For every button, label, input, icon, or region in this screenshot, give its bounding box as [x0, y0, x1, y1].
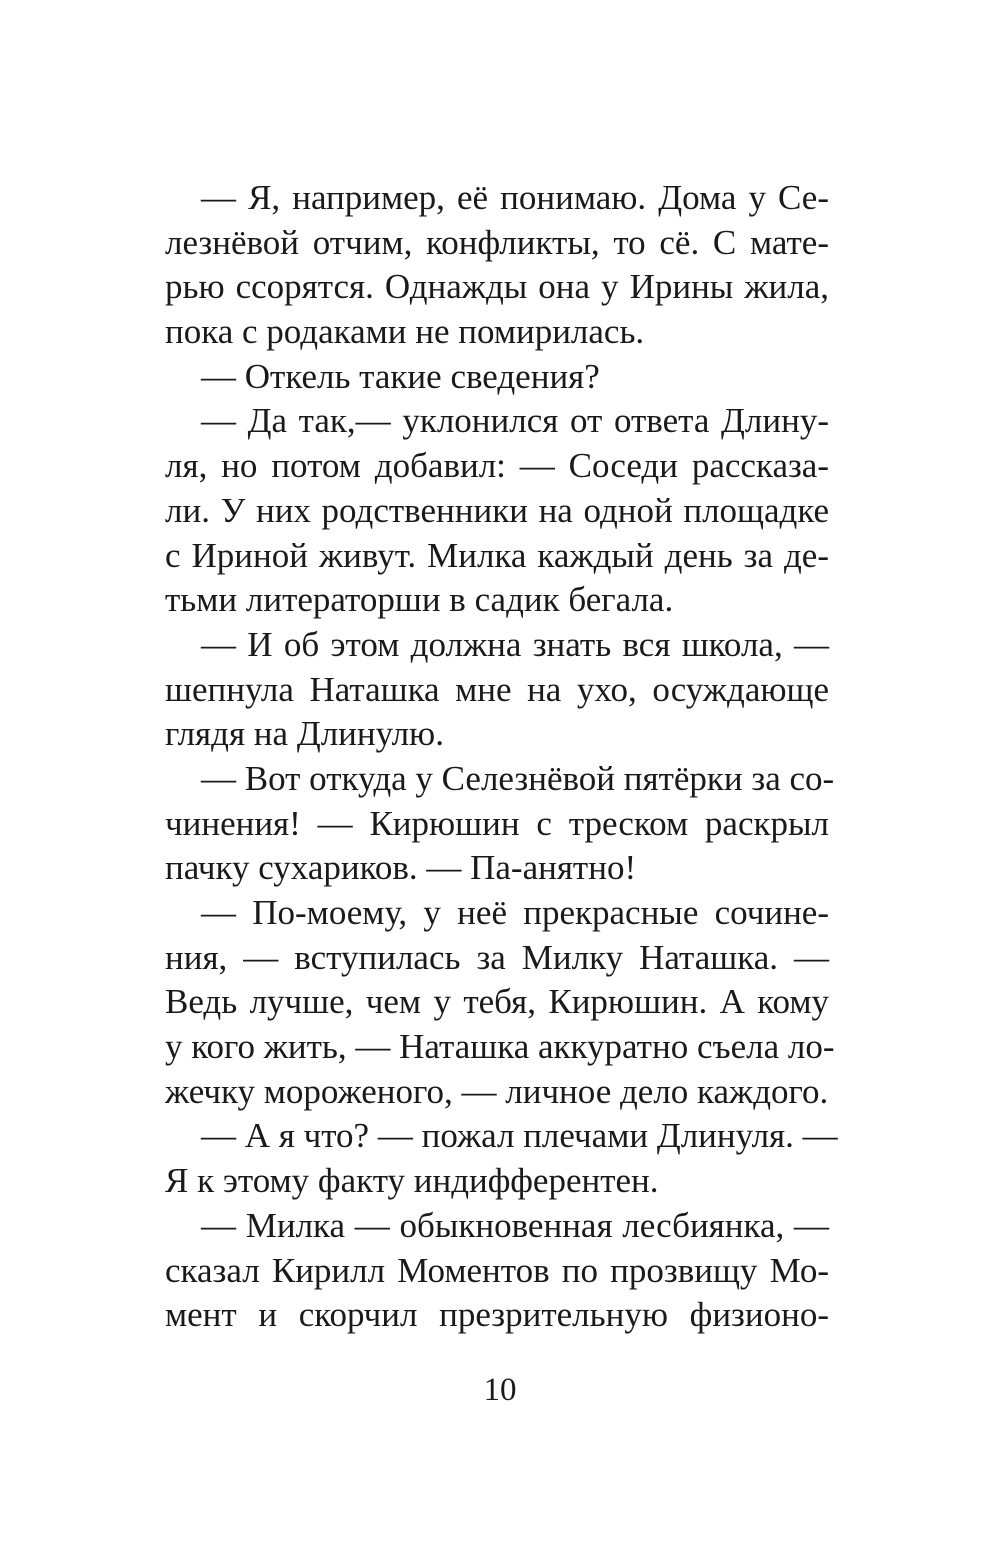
page-number: 10 — [483, 1372, 517, 1408]
text-line: Ведь лучше, чем у тебя, Кирюшин. А кому — [165, 982, 829, 1022]
text-line: — А я что? — пожал плечами Длинуля. — — [201, 1116, 838, 1156]
text-line: тьми литераторши в садик бегала. — [165, 580, 674, 620]
text-line: пока с родаками не помирилась. — [165, 312, 645, 352]
text-line: глядя на Длинулю. — [165, 714, 444, 754]
text-line: мент и скорчил презрительную физионо- — [165, 1295, 829, 1335]
text-line: сказал Кирилл Моментов по прозвищу Мо- — [165, 1250, 829, 1290]
text-line: — Да так,— уклонился от ответа Длину- — [201, 401, 829, 441]
text-line: ли. У них родственники на одной площадке — [165, 490, 829, 530]
text-line: чинения! — Кирюшин с треском раскрыл — [165, 803, 829, 843]
text-line: — Я, например, её понимаю. Дома у Се- — [201, 178, 829, 217]
text-line: у кого жить, — Наташка аккуратно съела ло- — [165, 1027, 835, 1067]
text-line: — Откель такие сведения? — [201, 356, 600, 396]
text-line: — Милка — обыкновенная лесбиянка, — — [201, 1205, 829, 1245]
text-line: — И об этом должна знать вся школа, — — [201, 624, 829, 664]
text-line: шепнула Наташка мне на ухо, осуждающе — [165, 669, 829, 709]
text-line: с Ириной живут. Милка каждый день за де- — [165, 535, 829, 575]
body-text — [165, 176, 838, 1338]
text-line: Я к этому факту индифферентен. — [165, 1161, 659, 1201]
text-line: — Вот откуда у Селезнёвой пятёрки за со- — [201, 758, 835, 798]
text-line: рью ссорятся. Однажды она у Ирины жила, — [165, 267, 829, 307]
text-line: жечку мороженого, — личное дело каждого. — [165, 1071, 829, 1111]
text-line: — По-моему, у неё прекрасные сочине- — [201, 893, 829, 932]
text-line: ля, но потом добавил: — Соседи рассказа- — [165, 446, 829, 486]
text-line: лезнёвой отчим, конфликты, то сё. С мате- — [165, 222, 829, 262]
text-line: ния, — вступилась за Милку Наташка. — — [165, 937, 829, 977]
text-line: пачку сухариков. — Па-анятно! — [165, 848, 637, 888]
